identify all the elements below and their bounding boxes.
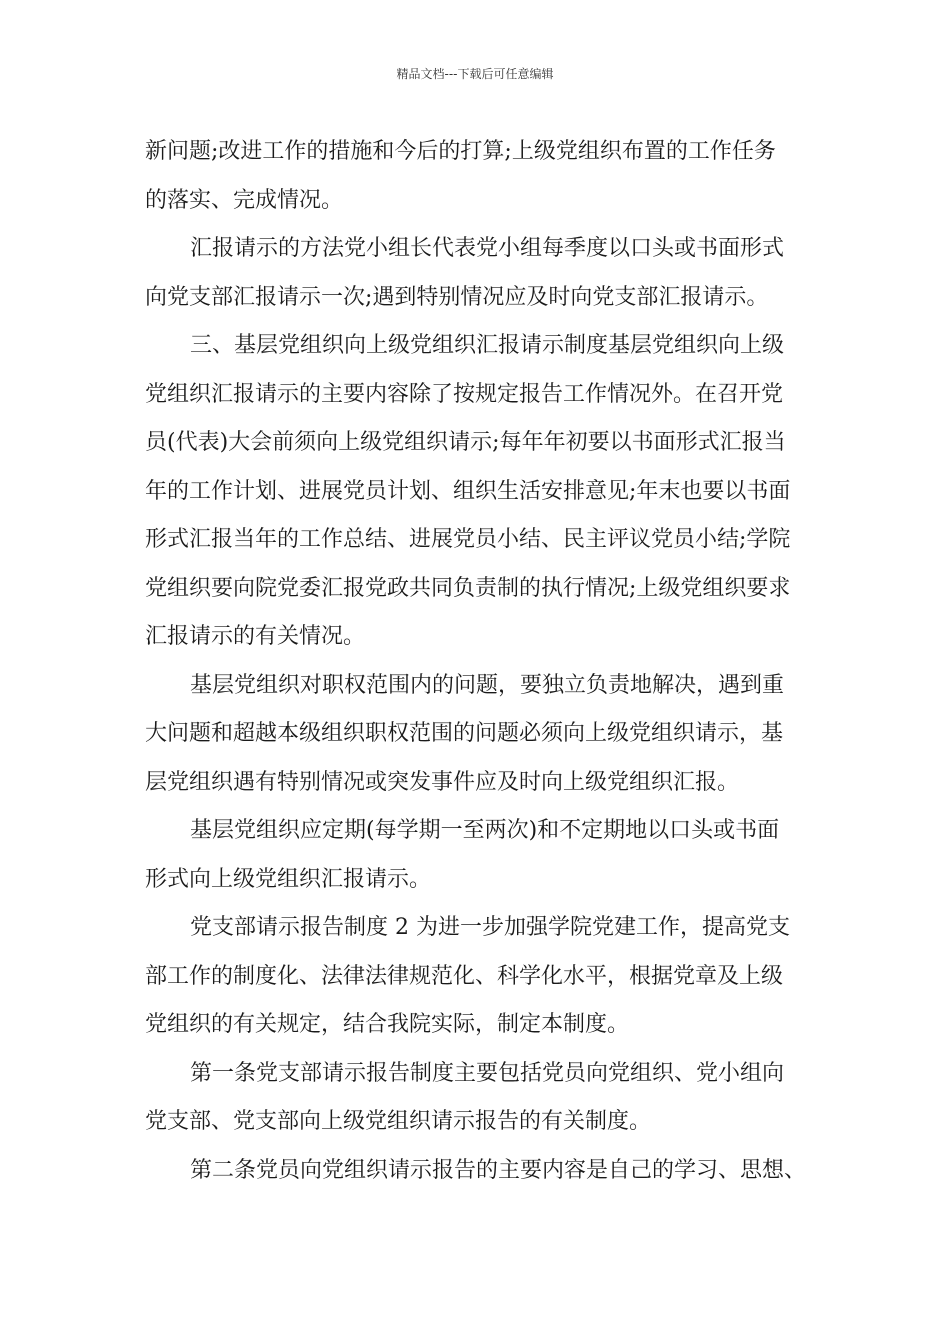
paragraph-line: 形式向上级党组织汇报请示。 (145, 866, 432, 892)
paragraph-line: 新问题;改进工作的措施和今后的打算;上级党组织布置的工作任务 (145, 139, 776, 164)
paragraph-line: 大问题和超越本级组织职权范围的问题必须向上级党组织请示，基 (145, 721, 784, 746)
paragraph-line: 的落实、完成情况。 (145, 187, 344, 213)
paragraph-line: 第二条党员向党组织请示报告的主要内容是自己的学习、思想、 (190, 1157, 807, 1183)
paragraph-line: 第一条党支部请示报告制度主要包括党员向党组织、党小组向 (190, 1060, 785, 1086)
paragraph-line: 年的工作计划、进展党员计划、组织生活安排意见;年末也要以书面 (145, 478, 791, 504)
page-header: 精品文档---下载后可任意编辑 (396, 67, 554, 81)
paragraph-line: 基层党组织对职权范围内的问题，要独立负责地解决，遇到重 (190, 672, 785, 698)
paragraph-line: 汇报请示的有关情况。 (145, 624, 366, 649)
paragraph-line: 层党组织遇有特别情况或突发事件应及时向上级党组织汇报。 (145, 769, 740, 795)
paragraph-line: 向党支部汇报请示一次;遇到特别情况应及时向党支部汇报请示。 (145, 284, 769, 310)
paragraph-line: 形式汇报当年的工作总结、进展党员小结、民主评议党员小结;学院 (145, 527, 791, 552)
paragraph-line: 员(代表)大会前须向上级党组织请示;每年年初要以书面形式汇报当 (145, 430, 786, 455)
paragraph-line: 党组织的有关规定，结合我院实际，制定本制度。 (145, 1012, 630, 1037)
paragraph-line: 党组织汇报请示的主要内容除了按规定报告工作情况外。在召开党 (145, 381, 784, 407)
document-body (145, 128, 825, 1195)
paragraph-line: 党支部请示报告制度 2 为进一步加强学院党建工作，提高党支 (190, 915, 790, 940)
paragraph-line: 部工作的制度化、法律法律规范化、科学化水平，根据党章及上级 (145, 963, 784, 989)
paragraph-line: 三、基层党组织向上级党组织汇报请示制度基层党组织向上级 (190, 333, 785, 358)
paragraph-line: 基层党组织应定期(每学期一至两次)和不定期地以口头或书面 (190, 818, 780, 843)
paragraph-line: 党组织要向院党委汇报党政共同负责制的执行情况;上级党组织要求 (145, 575, 791, 601)
paragraph-line: 汇报请示的方法党小组长代表党小组每季度以口头或书面形式 (190, 236, 785, 261)
paragraph-line: 党支部、党支部向上级党组织请示报告的有关制度。 (145, 1109, 652, 1134)
